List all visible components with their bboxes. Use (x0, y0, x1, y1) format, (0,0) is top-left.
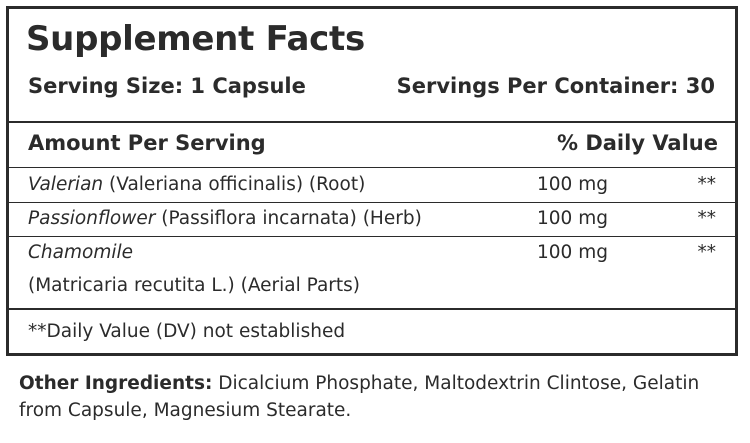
row-divider (9, 236, 735, 237)
supplement-facts-panel (6, 6, 738, 356)
ingredient-amount: 100 mg (537, 208, 608, 229)
daily-value-header: % Daily Value (556, 131, 718, 155)
amount-per-serving-header: Amount Per Serving (28, 131, 266, 155)
ingredient-row (28, 173, 365, 197)
ingredient-detail: (Valeriana officinalis) (Root) (103, 174, 366, 195)
ingredient-row (28, 241, 133, 265)
ingredient-amount: 100 mg (537, 174, 608, 195)
panel-title: Supplement Facts (26, 19, 365, 59)
daily-value-footnote: **Daily Value (DV) not established (28, 321, 346, 342)
servings-per-container: Servings Per Container: 30 (396, 74, 715, 98)
serving-size: Serving Size: 1 Capsule (28, 74, 306, 98)
other-ingredients-text: Dicalcium Phosphate, Maltodextrin Clintose, Gelatin from Capsule, Magnesium Stearate. (19, 373, 700, 421)
ingredient-daily-value: ** (697, 242, 716, 263)
other-ingredients (19, 370, 739, 424)
ingredient-name: Chamomile (28, 242, 134, 263)
ingredient-name: Passionflower (28, 208, 156, 229)
ingredient-detail: (Matricaria recutita L.) (Aerial Parts) (28, 275, 361, 296)
footnote-divider (9, 308, 735, 310)
row-divider (9, 202, 735, 203)
ingredient-detail: (Passiflora incarnata) (Herb) (155, 208, 422, 229)
ingredient-row (28, 207, 422, 231)
ingredient-daily-value: ** (697, 174, 716, 195)
other-ingredients-label: Other Ingredients: (19, 373, 213, 394)
header-divider (9, 121, 735, 123)
ingredient-daily-value: ** (697, 208, 716, 229)
ingredient-name: Valerian (28, 174, 104, 195)
ingredient-amount: 100 mg (537, 242, 608, 263)
column-header-divider (9, 167, 735, 168)
